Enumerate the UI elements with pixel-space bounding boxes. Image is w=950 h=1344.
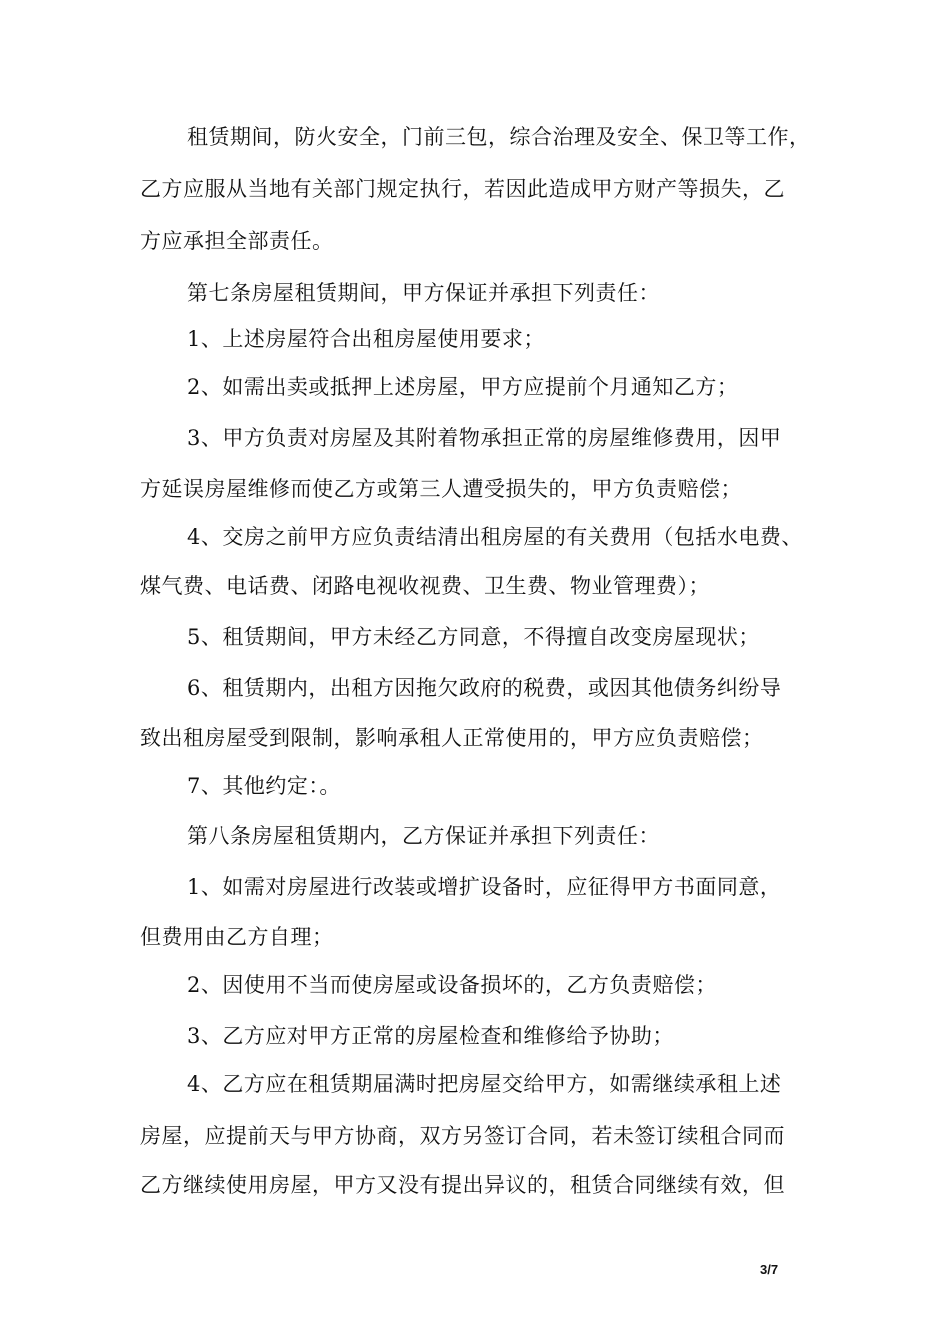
list-item: 1、上述房屋符合出租房屋使用要求； xyxy=(187,327,545,351)
list-item-continuation: 煤气费、电话费、闭路电视收视费、卫生费、物业管理费）； xyxy=(140,574,710,598)
list-item: 2、因使用不当而使房屋或设备损坏的，乙方负责赔偿； xyxy=(187,973,717,997)
list-item-continuation: 致出租房屋受到限制，影响承租人正常使用的，甲方应负责赔偿； xyxy=(140,726,764,750)
list-item-continuation: 方延误房屋维修而使乙方或第三人遭受损失的，甲方负责赔偿； xyxy=(140,477,742,501)
list-item: 6、租赁期内，出租方因拖欠政府的税费，或因其他债务纠纷导 xyxy=(187,676,782,700)
list-item: 4、交房之前甲方应负责结清出租房屋的有关费用（包括水电费、 xyxy=(187,525,803,549)
list-item: 2、如需出卖或抵押上述房屋，甲方应提前个月通知乙方； xyxy=(187,375,739,399)
paragraph-line: 乙方应服从当地有关部门规定执行，若因此造成甲方财产等损失，乙 xyxy=(140,177,785,201)
list-item: 5、租赁期间，甲方未经乙方同意，不得擅自改变房屋现状； xyxy=(187,625,760,649)
list-item-continuation: 房屋，应提前天与甲方协商，双方另签订合同，若未签订续租合同而 xyxy=(140,1124,785,1148)
list-item: 1、如需对房屋进行改装或增扩设备时，应征得甲方书面同意， xyxy=(187,875,782,899)
list-item: 3、乙方应对甲方正常的房屋检查和维修给予协助； xyxy=(187,1024,674,1048)
list-item: 7、其他约定：。 xyxy=(187,774,341,798)
paragraph-line: 方应承担全部责任。 xyxy=(140,229,334,253)
section-heading-7: 第七条房屋租赁期间，甲方保证并承担下列责任： xyxy=(187,281,660,305)
list-item-continuation: 乙方继续使用房屋，甲方又没有提出异议的，租赁合同继续有效，但 xyxy=(140,1173,785,1197)
list-item-continuation: 但费用由乙方自理； xyxy=(140,925,334,949)
list-item: 4、乙方应在租赁期届满时把房屋交给甲方，如需继续承租上述 xyxy=(187,1072,782,1096)
paragraph-line: 租赁期间，防火安全，门前三包，综合治理及安全、保卫等工作， xyxy=(187,125,811,149)
section-heading-8: 第八条房屋租赁期内，乙方保证并承担下列责任： xyxy=(187,824,660,848)
list-item: 3、甲方负责对房屋及其附着物承担正常的房屋维修费用，因甲 xyxy=(187,426,782,450)
page-number: 3/7 xyxy=(760,1262,779,1277)
